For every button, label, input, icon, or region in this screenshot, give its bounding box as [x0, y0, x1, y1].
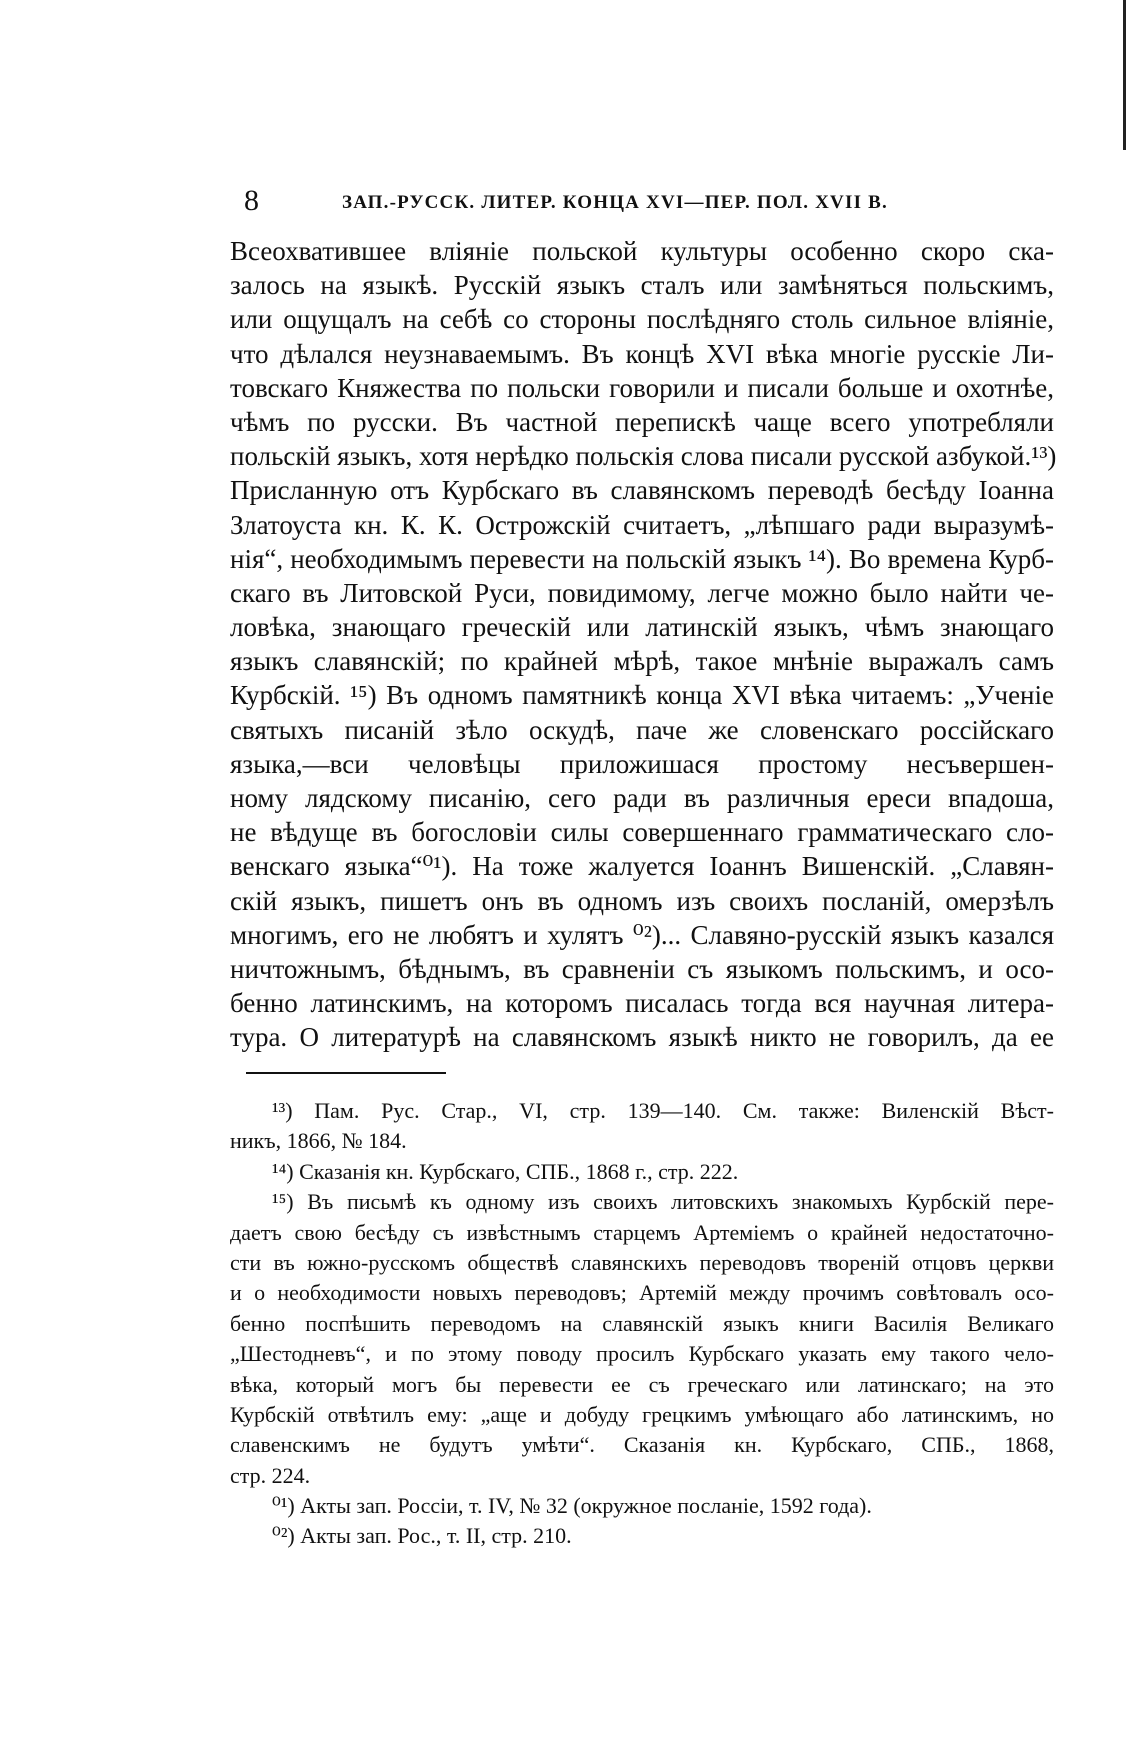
body-line: венскаго языка“⁰¹). На тоже жалуется Іоаннъ Вишенскій. „Славян-	[230, 851, 1054, 882]
body-line: Курбскій. ¹⁵) Въ одномъ памятникѣ конца XVI вѣка читаемъ: „Ученіе	[230, 680, 1054, 711]
running-head: ЗАП.-РУССК. ЛИТЕР. КОНЦА XVI—ПЕР. ПОЛ. XVII В.	[342, 192, 888, 213]
body-line: бенно латинскимъ, на которомъ писалась тогда вся научная литера-	[230, 988, 1054, 1019]
scan-edge-line	[1123, 0, 1126, 150]
body-line: языка,—вси человѣцы приложишася простому несъвершен-	[230, 748, 1054, 779]
body-line: нія“, необходимымъ перевести на польскій языкъ ¹⁴). Во времена Курб-	[230, 543, 1054, 574]
footnote-line: ¹⁵) Въ письмѣ къ одному изъ своихъ литовскихъ знакомыхъ Курбскій пере-	[272, 1189, 1054, 1215]
footnote-line: ⁰²) Акты зап. Рос., т. II, стр. 210.	[272, 1523, 572, 1549]
body-line: Златоуста кн. К. К. Острожскій считаетъ, „лѣпшаго ради выразумѣ-	[230, 509, 1054, 540]
footnote-line: бенно поспѣшить переводомъ на славянскій языкъ книги Василія Великаго	[230, 1310, 1054, 1336]
body-line: многимъ, его не любятъ и хулятъ ⁰²)... Славяно-русскій языкъ казался	[230, 919, 1054, 950]
page-number: 8	[244, 184, 259, 217]
footnote-line: даетъ свою бесѣду съ извѣстнымъ старцемъ Артеміемъ о крайней недостаточно-	[230, 1219, 1054, 1245]
footnote-separator	[246, 1072, 446, 1074]
footnote-line: стр. 224.	[230, 1462, 311, 1488]
body-line: языкъ славянскій; по крайней мѣрѣ, такое мнѣніе выражалъ самъ	[230, 646, 1054, 677]
body-line: скаго въ Литовской Руси, повидимому, легче можно было найти че-	[230, 577, 1054, 608]
body-line: залось на языкѣ. Русскій языкъ сталъ или замѣняться польскимъ,	[230, 270, 1054, 301]
body-line: ному лядскому писанію, сего ради въ различныя ереси впадоша,	[230, 783, 1054, 813]
page-header	[244, 184, 1064, 224]
body-line: Присланную отъ Курбскаго въ славянскомъ переводѣ бесѣду Іоанна	[230, 475, 1054, 506]
body-line: польскій языкъ, хотя нерѣдко польскія слова писали русской азбукой.¹³)	[230, 441, 1057, 472]
body-text	[230, 234, 1057, 1055]
body-line: ловѣка, знающаго греческій или латинскій языкъ, чѣмъ знающаго	[230, 612, 1054, 643]
body-line: Всеохватившее вліяніе польской культуры особенно скоро ска-	[230, 236, 1054, 266]
footnote-line: ¹³) Пам. Рус. Стар., VI, стр. 139—140. См. также: Виленскій Вѣст-	[272, 1098, 1054, 1123]
footnote-line: „Шестодневъ“, и по этому поводу просилъ Курбскаго указать ему такого чело-	[230, 1341, 1054, 1367]
footnote-line: и о необходимости новыхъ переводовъ; Артемій между прочимъ совѣтовалъ осо-	[230, 1280, 1054, 1306]
footnotes	[230, 1096, 1054, 1552]
body-line: товскаго Княжества по польски говорили и писали больше и охотнѣе,	[230, 372, 1054, 403]
footnote-line: сти въ южно-русскомъ обществѣ славянскихъ переводовъ твореній отцовъ церкви	[230, 1249, 1054, 1275]
footnote-line: вѣка, который могъ бы перевести ее съ греческаго или латинскаго; на это	[230, 1371, 1054, 1397]
footnote-line: Курбскій отвѣтилъ ему: „аще и добуду грецкимъ умѣющаго або латинскимъ, но	[230, 1401, 1054, 1427]
footnote-line: ¹⁴) Сказанія кн. Курбскаго, СПБ., 1868 г., стр. 222.	[272, 1158, 739, 1184]
footnote-line: ⁰¹) Акты зап. Россіи, т. IV, № 32 (окружное посланіе, 1592 года).	[272, 1493, 872, 1519]
body-line: не вѣдуще въ богословіи силы совершеннаго грамматическаго сло-	[230, 817, 1054, 848]
body-line: тура. О литературѣ на славянскомъ языкѣ никто не говорилъ, да ее	[230, 1022, 1054, 1053]
body-line: ничтожнымъ, бѣднымъ, въ сравненіи съ языкомъ польскимъ, и осо-	[230, 953, 1054, 984]
body-line: чѣмъ по русски. Въ частной перепискѣ чаще всего употребляли	[230, 406, 1054, 437]
body-line: святыхъ писаній зѣло оскудѣ, паче же словенскаго россійскаго	[230, 714, 1054, 745]
body-line: или ощущалъ на себѣ со стороны послѣдняго столь сильное вліяніе,	[230, 304, 1054, 335]
footnote-line: никъ, 1866, № 184.	[230, 1128, 407, 1154]
body-line: скій языкъ, пишетъ онъ въ одномъ изъ своихъ посланій, омерзѣлъ	[230, 885, 1054, 916]
body-line: что дѣлался неузнаваемымъ. Въ концѣ XVI вѣка многіе русскіе Ли-	[230, 338, 1054, 369]
footnote-line: славенскимъ не будутъ умѣти“. Сказанія кн. Курбскаго, СПБ., 1868,	[230, 1432, 1054, 1458]
